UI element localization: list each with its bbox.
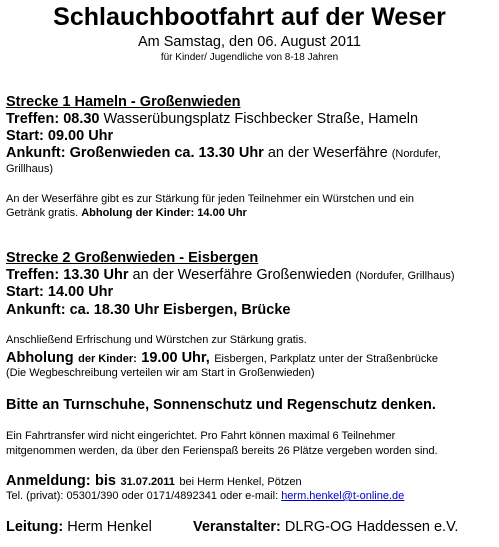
strecke1-info-1: An der Weserfähre gibt es zur Stärkung für jeden Teilnehmer ein Würstchen und ein: [6, 193, 415, 205]
strecke1-info-2: [6, 207, 247, 219]
page-title: Schlauchbootfahrt auf der Weser: [53, 3, 446, 31]
registration-label: Anmeldung:: [6, 473, 91, 489]
strecke2-meet-place: an der Weserfähre Großenwieden: [132, 267, 352, 283]
strecke2-info-1: Anschließend Erfrischung und Würstchen zur Stärkung gratis.: [6, 334, 307, 346]
notice: Bitte an Turnschuhe, Sonnenschutz und Regenschutz denken.: [6, 397, 436, 413]
leitung-label: Leitung:: [6, 519, 64, 535]
strecke2-pickup-place: Eisbergen, Parkplatz unter der Straßenbrücke: [214, 353, 438, 365]
strecke2-meet: [6, 268, 455, 284]
strecke1-heading: Strecke 1 Hameln - Großenwieden: [6, 94, 241, 110]
strecke1-meet-label: Treffen: 08.30: [6, 111, 100, 127]
email-link[interactable]: herm.henkel@t-online.de: [281, 490, 405, 502]
strecke1-arrival-note: (Nordufer,: [391, 148, 441, 160]
strecke2-pickup: [6, 349, 438, 367]
leitung-name: Herm Henkel: [67, 519, 152, 535]
strecke2-heading: Strecke 2 Großenwieden - Eisbergen: [6, 250, 259, 266]
strecke2-start: Start: 14.00 Uhr: [6, 284, 114, 300]
strecke2-pickup-label: Abholung: [6, 350, 74, 366]
strecke2-info-3: (Die Wegbeschreibung verteilen wir am Start in Großenwieden): [6, 367, 315, 379]
veranstalter-label: Veranstalter:: [193, 519, 281, 535]
registration-contact: [6, 490, 404, 502]
strecke1-start: Start: 09.00 Uhr: [6, 128, 114, 144]
date-line: Am Samstag, den 06. August 2011: [137, 34, 361, 50]
strecke1-arrival-note-cont: Grillhaus): [6, 163, 54, 175]
transfer-line-2: mitgenommen werden, da über den Ferienspaß bereits 26 Plätze vergeben worden sind.: [6, 445, 438, 457]
footer-veranstalter: [193, 520, 458, 536]
strecke1-arrival-place: an der Weserfähre: [267, 145, 388, 161]
strecke2-pickup-small: der Kinder:: [78, 353, 137, 365]
strecke1-pickup: Abholung der Kinder: 14.00 Uhr: [81, 207, 247, 219]
strecke1-arrival-label: Ankunft: Großenwieden ca. 13.30 Uhr: [6, 145, 264, 161]
registration-bis: bis: [95, 473, 116, 489]
registration-tel: Tel. (privat): 05301/390 oder 0171/4892341 oder e-mail:: [6, 490, 279, 502]
registration-line: [6, 472, 302, 490]
audience-line: für Kinder/ Jugendliche von 8-18 Jahren: [160, 52, 339, 63]
strecke1-arrival: [6, 146, 441, 162]
strecke2-pickup-time: 19.00 Uhr,: [141, 350, 210, 366]
strecke1-meet-place: Wasserübungsplatz Fischbecker Straße, Hameln: [103, 111, 419, 127]
strecke1-info-2a: Getränk gratis.: [6, 207, 79, 219]
registration-date: 31.07.2011: [120, 476, 175, 488]
strecke2-meet-label: Treffen: 13.30 Uhr: [6, 267, 129, 283]
strecke1-meet: [6, 112, 418, 128]
footer-leitung: [6, 520, 152, 536]
strecke2-arrival: Ankunft: ca. 18.30 Uhr Eisbergen, Brücke: [6, 302, 291, 318]
strecke2-meet-note: (Nordufer, Grillhaus): [355, 270, 455, 282]
veranstalter-name: DLRG-OG Haddessen e.V.: [284, 519, 459, 535]
transfer-line-1: Ein Fahrtransfer wird nicht eingerichtet. Pro Fahrt können maximal 6 Teilnehmer: [6, 430, 396, 442]
registration-with: bei Herm Henkel, Pötzen: [179, 476, 302, 488]
